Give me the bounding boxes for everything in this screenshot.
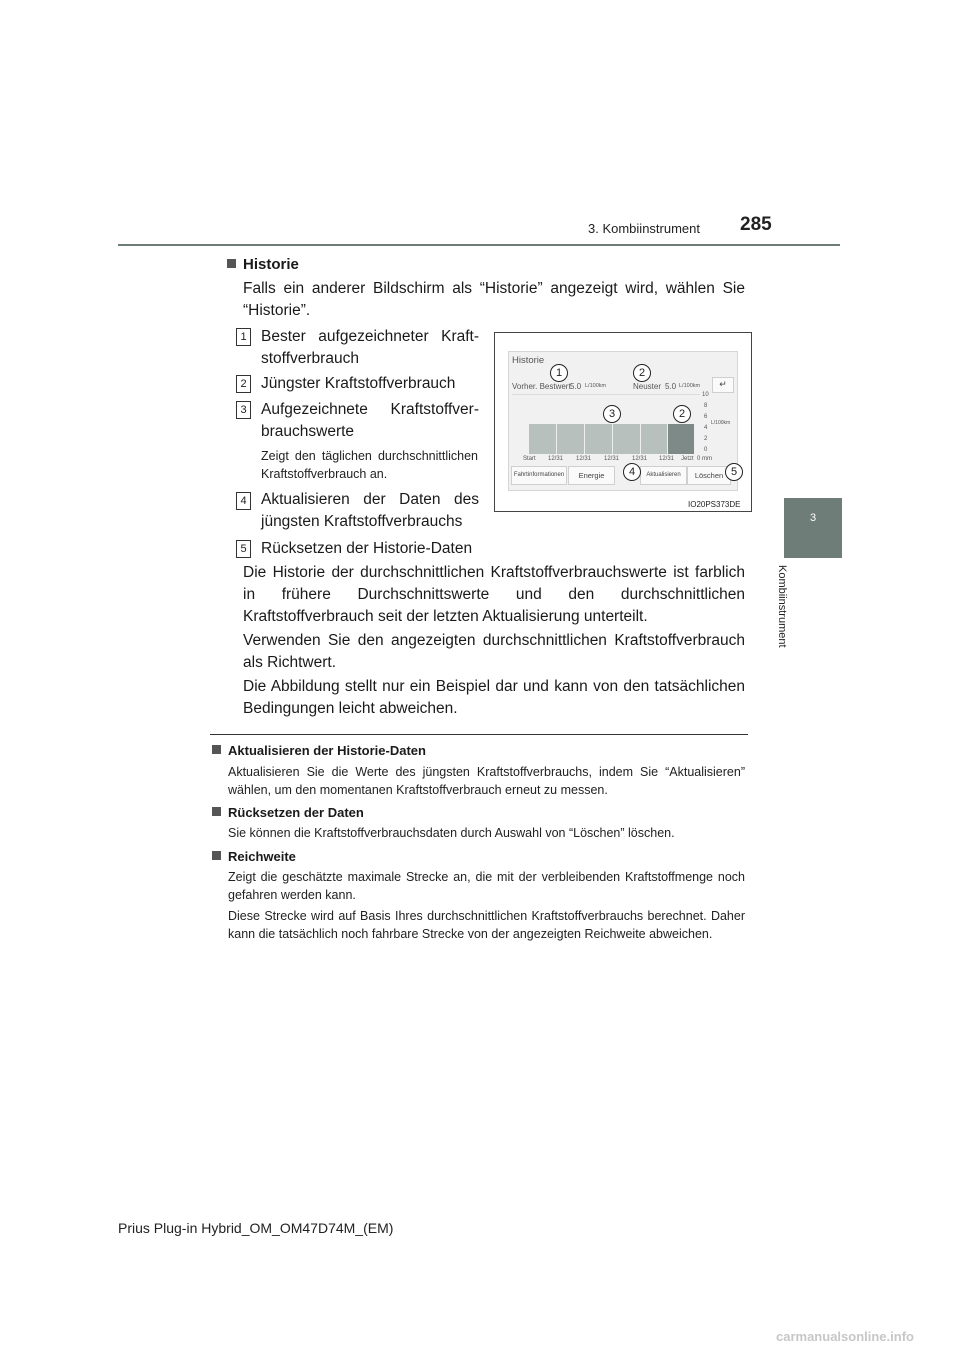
callout-marker: 2 [673,405,691,423]
x-label: 12/31 [548,456,564,462]
note-heading: Rücksetzen der Daten [212,805,364,820]
list-item: Bester aufgezeichneter Kraft- stoffverbrauch [261,328,479,367]
item-number: 4 [236,492,251,510]
square-bullet-icon [212,807,221,816]
item-number: 1 [236,328,251,346]
latest-unit: L/100km [679,383,701,389]
callout-marker: 5 [725,463,743,481]
list-item: Aufgezeichnete Kraftstoffver- brauchswerte [261,401,479,440]
illustration-code: IO20PS373DE [688,500,741,509]
watermark: carmanualsonline.info [776,1329,914,1344]
item-number: 5 [236,540,251,558]
header-rule [118,244,840,246]
history-bar [613,424,641,454]
callout-marker: 4 [623,463,641,481]
list-item: Aktualisieren der Daten des jüngsten Kraftstoffverbrauchs [261,491,479,530]
y-tick: 4 [704,425,708,431]
loeschen-button[interactable]: Löschen [687,466,731,485]
energie-button[interactable]: Energie [568,466,615,485]
note-body: Sie können die Kraftstoffverbrauchsdaten durch Auswahl von “Löschen” löschen. [228,826,675,840]
list-item: Rücksetzen der Historie-Daten [261,540,473,557]
note-heading: Aktualisieren der Historie-Daten [212,743,426,758]
best-value: 5.0 [570,382,582,391]
note-body: Aktualisieren Sie die Werte des jüngsten Kraftstoffverbrauchs, indem Sie “Aktualisieren” wählen, um den momentanen Kraftstoffverbrauch erneut zu messen. [228,765,745,797]
chapter-tab-number: 3 [809,512,817,524]
x-label: 12/31 [576,456,592,462]
page-number: 285 [740,214,772,235]
square-bullet-icon [212,745,221,754]
x-label: 12/31 [659,456,675,462]
footer-document-id: Prius Plug-in Hybrid_OM_OM47D74M_(EM) [118,1220,394,1236]
paragraph: Verwenden Sie den angezeigten durchschnittlichen Kraftstoffverbrauch als Richtwert. [243,632,745,671]
chart-top-line [512,394,700,395]
section-heading: Historie [227,256,299,273]
history-bar [585,424,613,454]
y-tick: 6 [704,414,708,420]
item-number: 2 [236,375,251,393]
note-body: Zeigt die geschätzte maximale Strecke an, die mit der verbleibenden Kraftstoffmenge noch gefahren werden kann. [228,870,745,902]
square-bullet-icon [227,259,236,268]
callout-marker: 3 [603,405,621,423]
paragraph: Die Abbildung stellt nur ein Beispiel dar und kann von den tatsächlichen Bedingungen leicht abweichen. [243,678,745,717]
y-tick: 8 [704,403,708,409]
return-arrow-icon[interactable]: ↵ [712,377,734,393]
latest-bar [668,424,695,454]
y-tick: 10 [702,392,709,398]
chapter-title: 3. Kombiinstrument [588,221,700,236]
x-label: Jetzt [681,456,694,462]
screen-title: Historie [512,355,545,366]
intro-paragraph: Falls ein anderer Bildschirm als “Historie” angezeigt wird, wählen Sie “Historie”. [243,280,745,319]
list-item: Jüngster Kraftstoffverbrauch [261,375,456,392]
paragraph: Die Historie der durchschnittlichen Kraftstoffverbrauchswerte ist farblich in frühere Durchschnittswerte und den durchschnittlichen Kraftstoffverbrauch seit der letzten Aktualisierung unterteilt. [243,564,745,625]
y-tick: 2 [704,436,708,442]
history-bar [641,424,668,454]
latest-label: Neuster [633,382,662,391]
aktualisieren-button[interactable]: Aktualisieren [640,466,687,485]
item-number: 3 [236,401,251,419]
note-heading: Reichweite [212,849,296,864]
y-tick: 0 [704,447,708,453]
axis-unit: L/100km [711,420,731,426]
section-divider [210,734,748,735]
fahrtinformationen-button[interactable]: Fahrtinformationen [511,466,567,485]
bar-chart [529,424,695,454]
x-label: 12/31 [632,456,648,462]
x-label: Start [523,456,536,462]
callout-marker: 1 [550,364,568,382]
history-bar [529,424,557,454]
square-bullet-icon [212,851,221,860]
callout-marker: 2 [633,364,651,382]
x-label: 12/31 [604,456,620,462]
note-body: Diese Strecke wird auf Basis Ihres durchschnittlichen Kraftstoffverbrauchs berechnet. Daher kann die tatsächlich noch fahrbare Strecke von der angezeigten Reichweite abweichen. [228,909,745,941]
best-label: Vorher. Bestwert [512,382,571,391]
chapter-tab [784,498,842,558]
latest-value: 5.0 [665,382,677,391]
best-unit: L/100km [585,383,607,389]
history-bar [557,424,585,454]
x-label: 0 mm [697,456,712,462]
chapter-side-label: Kombiinstrument [776,565,788,648]
history-screen-illustration [494,332,752,512]
item-note: Zeigt den täglichen durchschnittlichen Kraftstoffverbrauch an. [261,449,478,481]
